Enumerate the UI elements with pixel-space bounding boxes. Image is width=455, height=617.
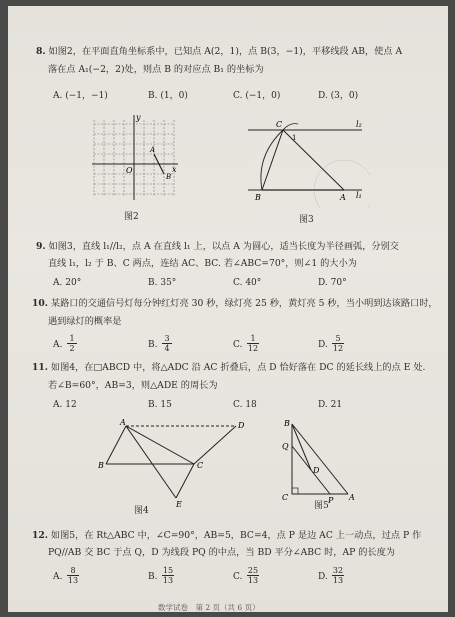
- question-text: 某路口的交通信号灯每分钟红灯亮 30 秒，绿灯亮 25 秒，黄灯亮 5 秒，当小明到达该路口时，: [50, 298, 438, 309]
- point-e-label: E: [176, 500, 182, 508]
- page-footer: 数学试卷 第 2 页（共 6 页）: [158, 603, 260, 612]
- option-a: A. 12: [53, 400, 77, 410]
- option-d: D. 70°: [318, 278, 347, 288]
- origin-label: O: [126, 166, 133, 175]
- question-number: 10.: [32, 298, 48, 309]
- point-d-label: D: [313, 466, 320, 475]
- figure-3-diagram: [240, 116, 370, 208]
- x-axis-label: x: [172, 165, 177, 174]
- angle-1-label: 1: [292, 134, 297, 142]
- option-c-fraction: 1 12: [247, 334, 259, 353]
- point-a-label: A: [349, 493, 355, 502]
- option-b-letter: B.: [148, 340, 158, 350]
- question-number: 9.: [36, 241, 46, 252]
- point-a-label: A: [120, 418, 126, 427]
- point-c-label: C: [197, 461, 204, 470]
- question-12-line2: PQ//AB 交 BC 于点 Q，D 为线段 PQ 的中点，当 BD 平分∠ABC 时，AP 的长度为: [48, 547, 395, 558]
- option-a: A. (−1，−1): [53, 91, 108, 101]
- option-b: B. 35°: [148, 278, 177, 288]
- option-c-letter: C.: [233, 340, 243, 350]
- question-11-line2: 若∠B=60°，AB=3，则△ADE 的周长为: [48, 380, 218, 391]
- question-12-line1: [32, 530, 421, 542]
- question-number: 12.: [32, 530, 48, 541]
- question-9-line2: 直线 l₁，l₂ 于 B、C 两点，连结 AC、BC. 若∠ABC=70°，则∠1 的大小为: [48, 258, 357, 269]
- figure-3-caption: 图3: [299, 215, 314, 225]
- point-a-label: A: [150, 146, 156, 154]
- point-d-label: D: [238, 421, 245, 430]
- point-b-label: B: [284, 419, 290, 428]
- option-a-fraction: 1 2: [66, 334, 78, 353]
- question-9-line1: [36, 241, 399, 253]
- option-b: B. 15: [148, 400, 172, 410]
- point-q-label: Q: [282, 442, 289, 451]
- question-text: 如图2，在平面直角坐标系中，已知点 A(2，1)，点 B(3，−1)，平移线段 AB，使点 A: [48, 46, 403, 57]
- question-number: 8.: [36, 46, 46, 57]
- option-a-letter: A.: [53, 572, 63, 582]
- y-axis-label: y: [136, 113, 141, 122]
- option-b-letter: B.: [148, 572, 158, 582]
- figure-4-caption: 图4: [134, 506, 149, 516]
- point-b-label: B: [98, 461, 104, 470]
- option-a: A. 20°: [53, 278, 82, 288]
- line-l2-label: l₂: [356, 120, 362, 129]
- option-d-fraction: 32 13: [332, 566, 344, 585]
- question-number: 11.: [32, 362, 48, 373]
- line-l1-label: l₁: [356, 191, 362, 200]
- option-b: B. (1，0): [148, 91, 188, 101]
- option-a-fraction: 8 13: [67, 566, 79, 585]
- option-d-letter: D.: [318, 572, 328, 582]
- question-text: 如图3，直线 l₁//l₂，点 A 在直线 l₁ 上，以点 A 为圆心，适当长度为半径画弧，分别交: [48, 241, 399, 252]
- point-b-label: B: [255, 193, 261, 202]
- exam-page: [8, 6, 448, 612]
- option-d: D. (3，0): [318, 91, 359, 101]
- question-text: 如图4，在□ABCD 中，将△ADC 沿 AC 折叠后，点 D 恰好落在 DC 的延长线上的点 E 处.: [50, 362, 426, 373]
- option-b-fraction: 15 13: [162, 566, 174, 585]
- figure-2-caption: 图2: [124, 212, 139, 222]
- point-c-label: C: [282, 493, 289, 502]
- option-d-letter: D.: [318, 340, 328, 350]
- question-11-line1: [32, 362, 425, 374]
- option-c: C. 18: [233, 400, 257, 410]
- option-c-letter: C.: [233, 572, 243, 582]
- option-b-fraction: 3 4: [161, 334, 173, 353]
- figure-4-diagram: [98, 416, 248, 508]
- figure-5-diagram: [278, 416, 368, 506]
- option-a-letter: A.: [53, 340, 63, 350]
- point-a-label: A: [340, 193, 346, 202]
- option-c-fraction: 25 13: [247, 566, 259, 585]
- option-d: D. 21: [318, 400, 343, 410]
- question-text: 如图5，在 Rt△ABC 中，∠C=90°，AB=5，BC=4，点 P 是边 AC 上一动点，过点 P 作: [50, 530, 422, 541]
- point-b-label: B: [166, 173, 172, 181]
- point-c-label: C: [276, 120, 283, 129]
- question-10-line2: 遇到绿灯的概率是: [48, 316, 122, 327]
- option-d-fraction: 5 12: [332, 334, 344, 353]
- figure-2-grid: [90, 112, 180, 202]
- option-c: C. (−1，0): [233, 91, 281, 101]
- point-p-label: P: [328, 496, 334, 505]
- option-c: C. 40°: [233, 278, 262, 288]
- question-8-line2: 落在点 A₁(−2，2)处，则点 B 的对应点 B₁ 的坐标为: [48, 64, 264, 75]
- question-8-line1: [36, 46, 402, 58]
- figure-5-caption: 图5: [314, 501, 329, 511]
- question-10-line1: [32, 298, 438, 310]
